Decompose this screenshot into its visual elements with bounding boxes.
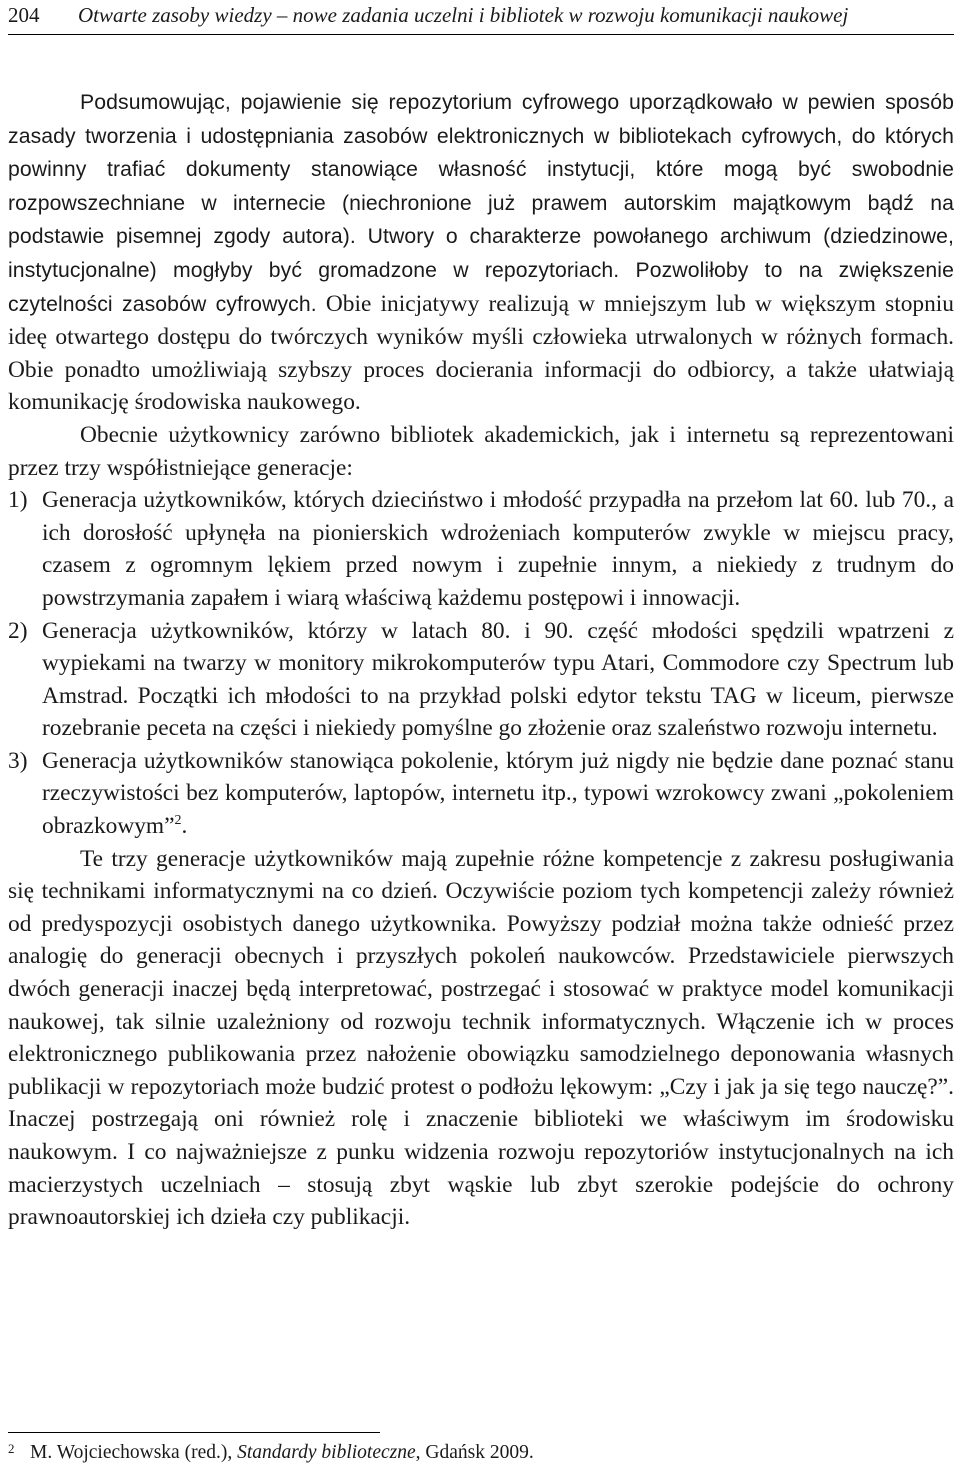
list-item (8, 615, 954, 745)
list-item-number: 2) (8, 617, 28, 644)
paragraph-competences: Te trzy generacje użytkowników mają zupełnie różne kompetencje z zakresu posługiwania się technikami informatycznymi na co dzień. Oczywiście poziom tych kompetencji zależy również od predyspozycji osobistych danego użytkownika. Powyższy podział można także odnieść przez analogię do generacji obecnych i przyszłych pokoleń naukowców. Przedstawiciele pierwszych dwóch generacji inaczej będą interpretować, postrzegać i stosować w praktyce model komunikacji naukowej, tak silnie uzależniony od rozwoju technik informatycznych. Włączenie ich w proces elektronicznego publikowania przez nałożenie obowiązku samodzielnego deponowania własnych publikacji w repozytoriach może budzić protest o podłożu lękowym: „Czy i jak ja się tego nauczę?”. Inaczej postrzegają oni również rolę i znaczenie biblioteki we właściwym im środowisku naukowym. I co najważniejsze z punku widzenia rozwoju repozytoriów instytucjonalnych na ich macierzystych uczelniach – stosują zbyt wąskie lub zbyt szerokie podejście do ochrony prawnoautorskiej ich dzieła czy publikacji. (8, 845, 954, 1231)
footnote-mark: 2 (8, 1441, 15, 1456)
footnote-title: Standardy biblioteczne (237, 1442, 416, 1463)
document-page (8, 0, 954, 1475)
paragraph-summary (8, 86, 954, 419)
paragraph-summary-sans-part: Podsumowując, pojawienie się repozytorium cyfrowego uporządkowało w pewien sposób zasady tworzenia i udostępniania zasobów elektronicznych w bibliotekach cyfrowych, do których powinny trafiać dokumenty stanowiące własność instytucji, które mogą być swobodnie rozpowszechniane w internecie (niechronione już prawem autorskim majątkowym bądź na podstawie pisemnej zgody autora). Utwory o charakterze powołanego archiwum (dziedzinowe, instytucjonalne) mogłyby być gromadzone w repozytoriach. Pozwoliłoby to na zwiększenie czytelności zasobów cyfrowych. (8, 91, 954, 316)
paragraph-generations-intro: Obecnie użytkownicy zarówno bibliotek akademickich, jak i internetu są reprezentowani przez trzy współistniejące generacje: (8, 421, 954, 481)
generations-list (8, 484, 954, 843)
list-item-number: 3) (8, 747, 28, 774)
list-item (8, 745, 954, 843)
body-text (8, 86, 954, 1234)
list-item-text: Generacja użytkowników, których dzieciństwo i młodość przypadła na przełom lat 60. lub 70., a ich dorosłość upłynęła na pionierskich wdrożeniach komputerów zwykle w miejscu pracy, czasem z ogromnym lękiem przed nowym i zupełnie innym, a niekiedy z trudnym do powstrzymania zapałem i wiarą właściwą każdemu postępowi i innowacji. (42, 487, 954, 611)
paragraph-summary-serif-part: Obie inicjatywy realizują w mniejszym lub w większym stopniu ideę otwartego dostępu do twórczych wyników myśli człowieka utrwalonych w różnych formach. Obie ponadto umożliwiają szybszy proces docierania informacji do odbiorcy, a także ułatwiają komunikację środowiska naukowego. (8, 290, 954, 416)
list-item (8, 484, 954, 614)
running-title: Otwarte zasoby wiedzy – nowe zadania uczelni i bibliotek w rozwoju komunikacji naukowej (78, 3, 849, 27)
footnote-separator (8, 1432, 380, 1433)
list-item-text: Generacja użytkowników, którzy w latach 80. i 90. część młodości spędzili wpatrzeni z wypiekami na twarzy w monitory mikrokomputerów typu Atari, Commodore czy Spectrum lub Amstrad. Początki ich młodości to na przykład polski edytor tekstu TAG w liceum, pierwsze rozebranie peceta na części i niekiedy pomyślne go złożenie oraz szaleństwo rozwoju internetu. (42, 617, 954, 742)
list-item-number: 1) (8, 487, 28, 514)
footnote-rest: , Gdańsk 2009. (415, 1442, 534, 1463)
footnote-author: M. Wojciechowska (red.), (30, 1442, 238, 1463)
running-header (8, 0, 954, 35)
footnote (8, 1440, 534, 1466)
list-item-tail: . (181, 813, 188, 840)
list-item-text: Generacja użytkowników stanowiąca pokolenie, którym już nigdy nie będzie dane poznać stanu rzeczywistości bez komputerów, laptopów, internetu itp., typowi wzrokowcy zwani „pokoleniem obrazkowym” (42, 747, 954, 840)
page-number: 204 (8, 3, 40, 27)
footnote-reference[interactable]: 2 (174, 813, 182, 829)
